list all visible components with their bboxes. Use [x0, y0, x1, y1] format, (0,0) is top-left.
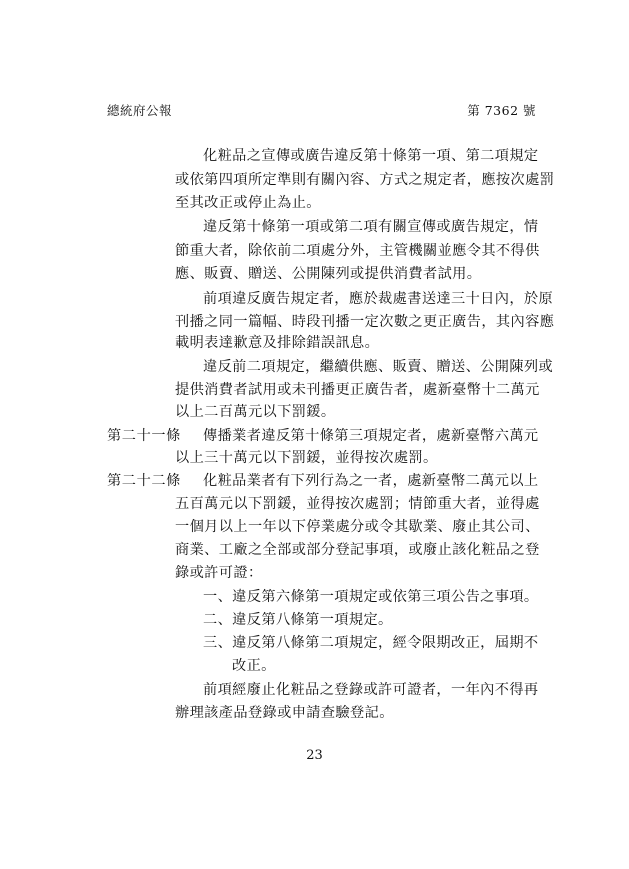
paragraph-line: 提供消費者試用或未刊播更正廣告者，處新臺幣十二萬元	[175, 382, 540, 398]
paragraph-line: 五百萬元以下罰鍰，並得按次處罰；情節重大者，並得處	[175, 496, 540, 512]
paragraph-line: 商業、工廠之全部或部分登記事項，或廢止該化粧品之登	[175, 542, 540, 558]
paragraph-line: 載明表達歉意及排除錯誤訊息。	[175, 335, 380, 351]
paragraph-line: 違反第十條第一項或第二項有關宣傳或廣告規定，情	[203, 219, 539, 235]
list-item: 一、違反第六條第一項規定或依第三項公告之事項。	[203, 589, 539, 605]
issue-number: 第 7362 號	[467, 103, 536, 118]
paragraph-line: 前項經廢止化粧品之登錄或許可證者，一年內不得再	[203, 682, 539, 698]
paragraph-line: 至其改正或停止為止。	[175, 195, 321, 211]
article-label: 第二十一條	[107, 428, 181, 444]
paragraph-line: 以上三十萬元以下罰鍰，並得按次處罰。	[175, 450, 438, 466]
article-label: 第二十二條	[107, 473, 181, 489]
list-item-continuation: 改正。	[232, 658, 276, 674]
list-item: 三、違反第八條第二項規定，經令限期改正，屆期不	[203, 635, 539, 651]
paragraph-line: 以上二百萬元以下罰鍰。	[175, 404, 336, 420]
paragraph-line: 違反前二項規定，繼續供應、販賣、贈送、公開陳列或	[203, 359, 554, 375]
paragraph-line: 辦理該產品登錄或申請查驗登記。	[175, 705, 394, 721]
paragraph-line: 化粧品業者有下列行為之一者，處新臺幣二萬元以上	[203, 473, 539, 489]
paragraph-line: 或依第四項所定準則有關內容、方式之規定者，應按次處罰	[175, 172, 555, 188]
paragraph-line: 刊播之同一篇幅、時段刊播一定次數之更正廣告，其內容應	[175, 314, 555, 330]
paragraph-line: 化粧品之宣傳或廣告違反第十條第一項、第二項規定	[203, 148, 539, 164]
page-number: 23	[306, 748, 323, 763]
paragraph-line: 錄或許可證：	[175, 565, 263, 581]
paragraph-line: 節重大者，除依前二項處分外，主管機關並應令其不得供	[175, 243, 540, 259]
paragraph-line: 一個月以上一年以下停業處分或令其歇業、廢止其公司、	[175, 519, 540, 535]
gazette-title: 總統府公報	[107, 103, 173, 118]
paragraph-line: 應、販賣、贈送、公開陳列或提供消費者試用。	[175, 266, 482, 282]
paragraph-line: 前項違反廣告規定者，應於裁處書送達三十日內，於原	[203, 291, 554, 307]
paragraph-line: 傳播業者違反第十條第三項規定者，處新臺幣六萬元	[203, 428, 539, 444]
list-item: 二、違反第八條第一項規定。	[203, 612, 393, 628]
